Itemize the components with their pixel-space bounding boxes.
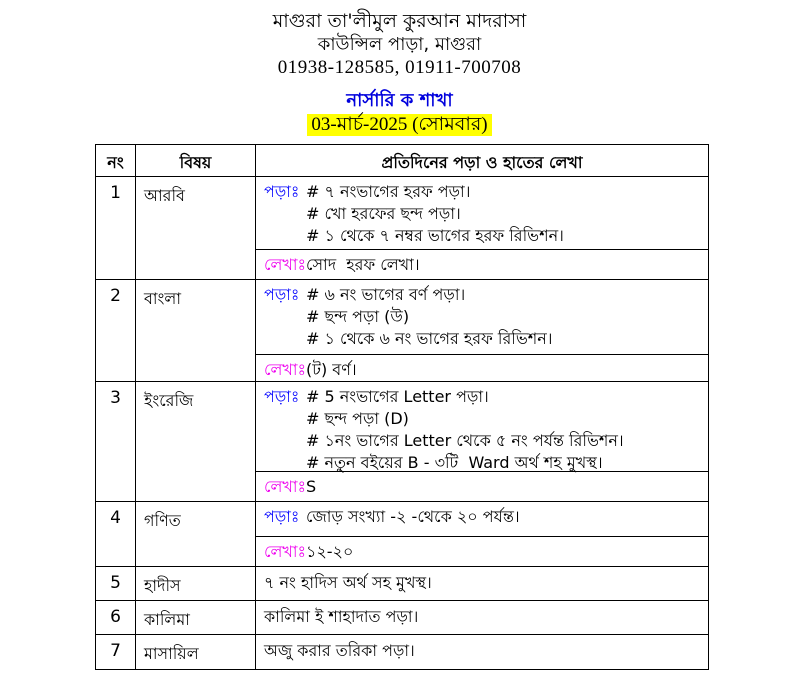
subject-cell: হাদীস [136, 567, 256, 600]
lesson-line: # 5 নংভাগের Letter পড়া। [306, 387, 489, 406]
writing-line: ১২-২০ [306, 542, 354, 561]
content-cell [256, 177, 708, 279]
pora-label: পড়াঃ [264, 285, 300, 304]
content-cell: ৭ নং হাদিস অর্থ সহ মুখস্থ। [264, 573, 432, 592]
content-cell: অজু করার তরিকা পড়া। [264, 641, 415, 660]
writing-line: সোদ হরফ লেখা। [306, 255, 420, 274]
row-number: 4 [96, 502, 136, 566]
lesson-line: # ১ থেকে ৬ নং ভাগের হরফ রিভিশন। [306, 329, 553, 348]
branch-title: নার্সারি ক শাখা [346, 90, 453, 111]
document-header [0, 0, 799, 136]
pora-section [256, 177, 708, 249]
lesson-line: # ছন্দ পড়া (D) [306, 409, 409, 428]
lekha-section [256, 536, 708, 566]
lekha-section [256, 471, 708, 501]
date-line [0, 114, 799, 136]
lekha-section [256, 249, 708, 279]
pora-section [256, 502, 708, 536]
table-row [96, 601, 708, 635]
subject-cell: ইংরেজি [136, 382, 256, 501]
lesson-line: # নতুন বইয়ের B - ৩টি Ward অর্থ শহ মুখস্থ। [306, 453, 603, 472]
lesson-line: # ৬ নং ভাগের বর্ণ পড়া। [306, 285, 466, 304]
content-cell [256, 382, 708, 501]
lekha-section [256, 354, 708, 381]
phone-numbers: 01938-128585, 01911-700708 [277, 57, 522, 78]
pora-section [256, 280, 708, 354]
table-row [96, 502, 708, 567]
row-number: 6 [96, 601, 136, 634]
lekha-label: লেখাঃ [264, 542, 307, 561]
lesson-line: জোড় সংখ্যা -২ -থেকে ২০ পর্যন্ত। [306, 507, 520, 526]
org-name: মাগুরা তা'লীমুল কুরআন মাদরাসা [272, 10, 527, 32]
pora-label: পড়াঃ [264, 507, 300, 526]
subject-cell: কালিমা [136, 601, 256, 634]
subject-cell: গণিত [136, 502, 256, 566]
row-number: 2 [96, 280, 136, 381]
table-row [96, 567, 708, 601]
table-row [96, 177, 708, 280]
lesson-line: # ১নং ভাগের Letter থেকে ৫ নং পর্যন্ত রিভিশন। [306, 431, 624, 450]
lesson-line: # ১ থেকে ৭ নম্বর ভাগের হরফ রিভিশন। [306, 226, 564, 245]
lekha-label: লেখাঃ [264, 477, 307, 496]
table-row [96, 280, 708, 382]
row-number: 3 [96, 382, 136, 501]
subject-cell: মাসায়িল [136, 635, 256, 669]
date-highlight: 03-মার্চ-2025 (সোমবার) [307, 114, 491, 136]
col-header-num: নং [96, 145, 136, 176]
lesson-table [95, 144, 709, 670]
row-number: 5 [96, 567, 136, 600]
subject-cell: আরবি [136, 177, 256, 279]
writing-line: (ট) বর্ণ। [306, 360, 357, 379]
pora-label: পড়াঃ [264, 387, 300, 406]
lesson-line: # খো হরফের ছন্দ পড়া। [306, 204, 461, 223]
table-row [96, 382, 708, 502]
lekha-label: লেখাঃ [264, 360, 307, 379]
lesson-line: # ছন্দ পড়া (উ) [306, 307, 410, 326]
row-number: 7 [96, 635, 136, 669]
table-row [96, 635, 708, 669]
lekha-label: লেখাঃ [264, 255, 307, 274]
subject-cell: বাংলা [136, 280, 256, 381]
content-cell: কালিমা ই শাহাদাত পড়া। [264, 607, 419, 626]
col-header-content: প্রতিদিনের পড়া ও হাতের লেখা [381, 153, 583, 172]
content-cell [256, 502, 708, 566]
writing-line: S [306, 477, 317, 496]
pora-label: পড়াঃ [264, 182, 300, 201]
table-header-row [96, 145, 708, 177]
org-address: কাউন্সিল পাড়া, মাগুরা [317, 34, 482, 55]
row-number: 1 [96, 177, 136, 279]
pora-section [256, 382, 708, 471]
content-cell [256, 280, 708, 381]
lesson-line: # ৭ নংভাগের হরফ পড়া। [306, 182, 471, 201]
col-header-subject: বিষয় [136, 145, 256, 176]
